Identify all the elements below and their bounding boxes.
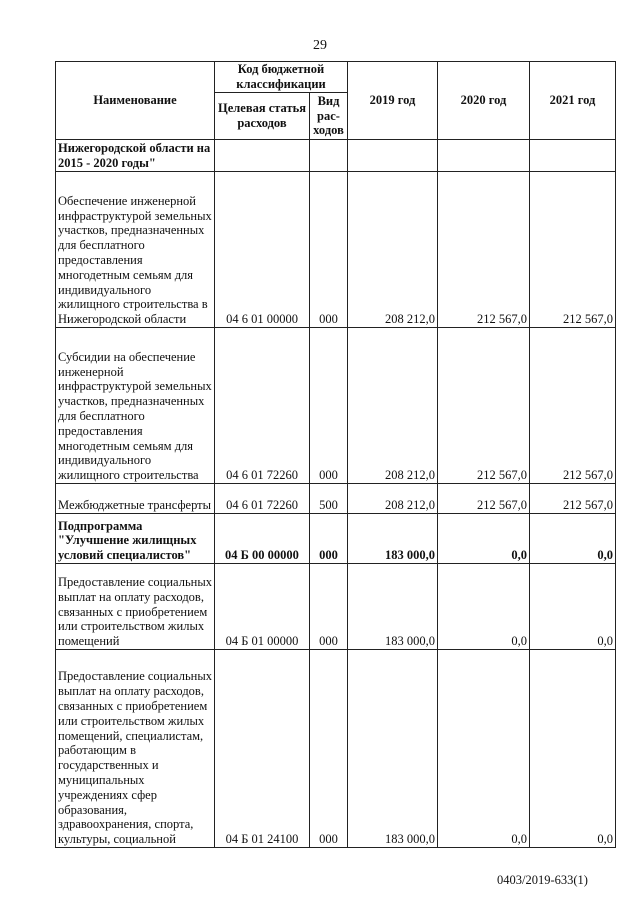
table-row bbox=[56, 564, 616, 650]
document-code: 0403/2019-633(1) bbox=[497, 873, 588, 887]
budget-table bbox=[55, 61, 616, 848]
row-2019: 183 000,0 bbox=[348, 650, 438, 848]
row-2021: 212 567,0 bbox=[530, 484, 616, 514]
table-row bbox=[56, 514, 616, 564]
table-row bbox=[56, 140, 616, 172]
row-name: Нижегородской области на 2015 - 2020 годы" bbox=[56, 140, 215, 172]
header-code-group: Код бюджетной классификации bbox=[215, 62, 348, 93]
row-2020: 0,0 bbox=[438, 650, 530, 848]
row-2021: 0,0 bbox=[530, 650, 616, 848]
row-type: 000 bbox=[310, 172, 348, 328]
row-2020: 0,0 bbox=[438, 564, 530, 650]
row-type: 000 bbox=[310, 328, 348, 484]
page-number: 29 bbox=[313, 38, 327, 53]
header-2020: 2020 год bbox=[438, 62, 530, 140]
row-name: Межбюджетные трансферты bbox=[56, 484, 215, 514]
row-2019: 208 212,0 bbox=[348, 328, 438, 484]
row-name: Обеспечение инженерной инфраструктурой земельных участков, предназначенных для бесплатного предоставления многодетным семьям для индивидуального жилищного строительства в Нижегородской области bbox=[56, 172, 215, 328]
row-target: 04 Б 01 00000 bbox=[215, 564, 310, 650]
table-row bbox=[56, 172, 616, 328]
row-2020: 212 567,0 bbox=[438, 328, 530, 484]
row-target: 04 6 01 72260 bbox=[215, 484, 310, 514]
table-row bbox=[56, 484, 616, 514]
row-2021: 212 567,0 bbox=[530, 328, 616, 484]
row-name: Субсидии на обеспечение инженерной инфраструктурой земельных участков, предназначенных для бесплатного предоставления многодетным семьям для индивидуального жилищного строительства bbox=[56, 328, 215, 484]
header-name: Наименование bbox=[56, 62, 215, 140]
row-2019: 183 000,0 bbox=[348, 514, 438, 564]
table-row bbox=[56, 650, 616, 848]
row-2019: 208 212,0 bbox=[348, 172, 438, 328]
row-type: 000 bbox=[310, 514, 348, 564]
row-2019: 183 000,0 bbox=[348, 564, 438, 650]
row-2020 bbox=[438, 140, 530, 172]
row-name: Предоставление социальных выплат на оплату расходов, связанных с приобретением или строительством жилых помещений, специалистам, работающим в государственных и муниципальных учреждениях сфер образования, здравоохранения, спорта, культуры, социальной bbox=[56, 650, 215, 848]
row-target: 04 6 01 00000 bbox=[215, 172, 310, 328]
row-2021 bbox=[530, 140, 616, 172]
row-2021: 0,0 bbox=[530, 564, 616, 650]
row-type: 000 bbox=[310, 564, 348, 650]
header-target: Целевая статья расходов bbox=[215, 93, 310, 140]
row-2021: 0,0 bbox=[530, 514, 616, 564]
header-type: Вид рас-ходов bbox=[310, 93, 348, 140]
row-target: 04 6 01 72260 bbox=[215, 328, 310, 484]
row-target: 04 Б 00 00000 bbox=[215, 514, 310, 564]
table-row bbox=[56, 328, 616, 484]
row-name: Предоставление социальных выплат на оплату расходов, связанных с приобретением или строительством жилых помещений bbox=[56, 564, 215, 650]
row-2020: 0,0 bbox=[438, 514, 530, 564]
row-2021: 212 567,0 bbox=[530, 172, 616, 328]
row-target: 04 Б 01 24100 bbox=[215, 650, 310, 848]
header-2019: 2019 год bbox=[348, 62, 438, 140]
row-name: Подпрограмма "Улучшение жилищных условий специалистов" bbox=[56, 514, 215, 564]
row-2019 bbox=[348, 140, 438, 172]
row-2020: 212 567,0 bbox=[438, 172, 530, 328]
row-target bbox=[215, 140, 310, 172]
row-type: 000 bbox=[310, 650, 348, 848]
row-type: 500 bbox=[310, 484, 348, 514]
row-2019: 208 212,0 bbox=[348, 484, 438, 514]
row-2020: 212 567,0 bbox=[438, 484, 530, 514]
row-type bbox=[310, 140, 348, 172]
header-2021: 2021 год bbox=[530, 62, 616, 140]
